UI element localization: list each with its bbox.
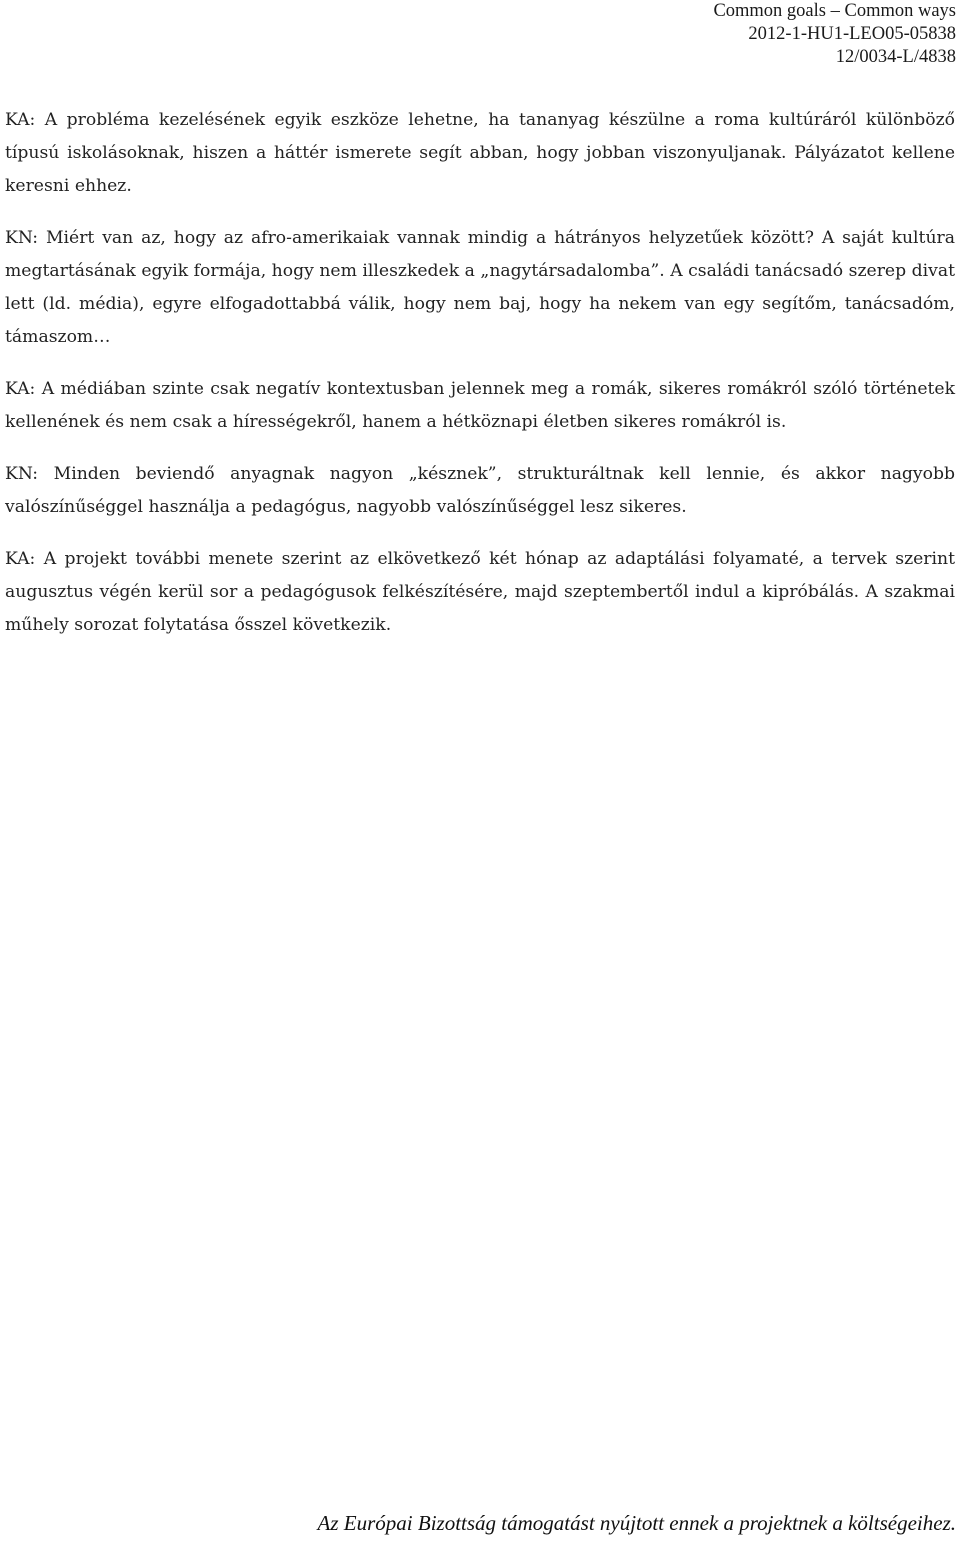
document-header — [713, 0, 956, 69]
header-reference-number: 12/0034-L/4838 — [835, 47, 956, 67]
paragraph-ka-3: KA: A projekt további menete szerint az elkövetkező két hónap az adaptálási folyamaté, a tervek szerint augusztus végén kerül sor a pedagógusok felkészítésére, majd szeptembertől indul a kipróbálás. A szakmai műhely sorozat folytatása ősszel következik. — [5, 549, 955, 635]
paragraph-ka-2: KA: A médiában szinte csak negatív kontextusban jelennek meg a romák, sikeres romákról szóló történetek kellenének és nem csak a hírességekről, hanem a hétköznapi életben sikeres romákról is. — [5, 379, 955, 432]
paragraph-kn-2: KN: Minden beviendő anyagnak nagyon „késznek”, strukturáltnak kell lennie, és akkor nagyobb valószínűséggel használja a pedagógus, nagyobb valószínűséggel lesz sikeres. — [5, 464, 955, 517]
document-footer-funding-note: Az Európai Bizottság támogatást nyújtott ennek a projektnek a költségeihez. — [317, 1511, 956, 1535]
paragraph-ka-1: KA: A probléma kezelésének egyik eszköze lehetne, ha tananyag készülne a roma kultúráról különböző típusú iskolásoknak, hiszen a háttér ismerete segít abban, hogy jobban viszonyuljanak. Pályázatot kellene keresni ehhez. — [5, 110, 955, 196]
header-project-code: 2012-1-HU1-LEO05-05838 — [748, 24, 956, 44]
paragraph-kn-1: KN: Miért van az, hogy az afro-amerikaiak vannak mindig a hátrányos helyzetűek között? A saját kultúra megtartásának egyik formája, hogy nem illeszkedek a „nagytársadalomba”. A családi tanácsadó szerep divat lett (ld. média), egyre elfogadottabbá válik, hogy nem baj, hogy ha nekem van egy segítőm, tanácsadóm, támaszom… — [5, 228, 955, 347]
header-project-title: Common goals – Common ways — [713, 1, 956, 21]
document-body — [5, 104, 955, 661]
